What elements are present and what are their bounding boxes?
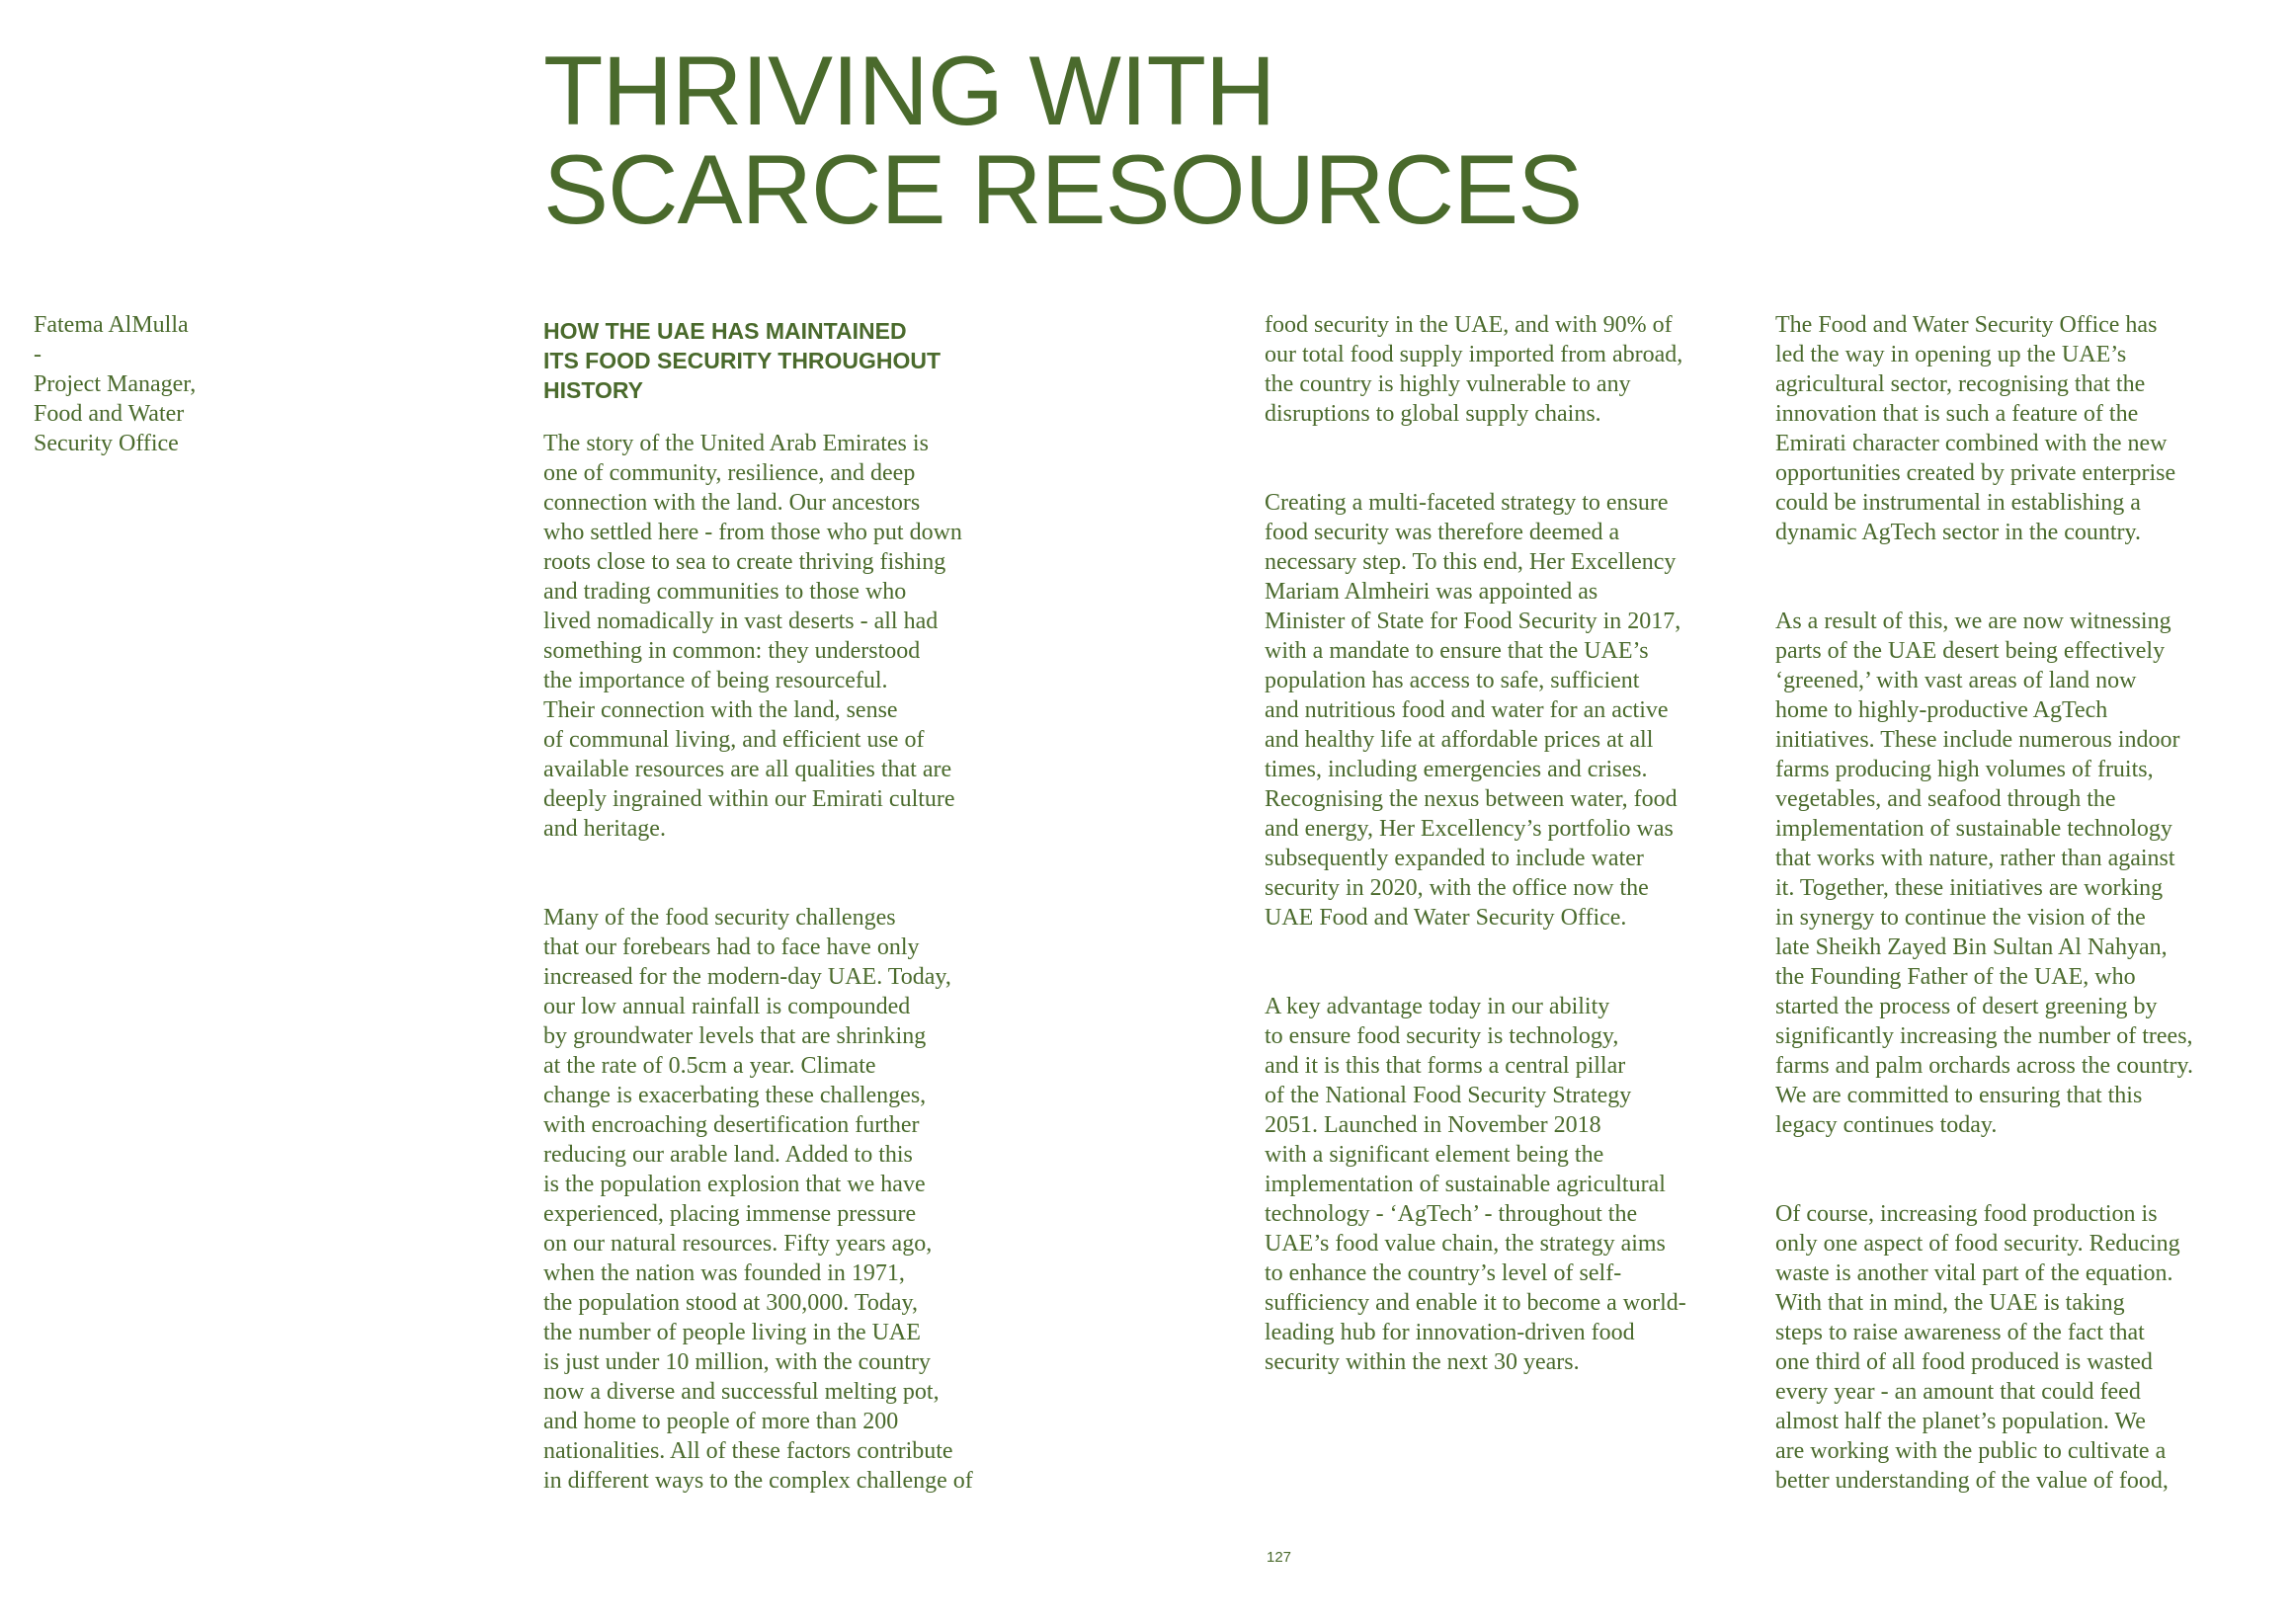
title-line-1: THRIVING WITH	[543, 36, 1275, 145]
page-number: 127	[1267, 1549, 1292, 1566]
paragraph: As a result of this, we are now witnessing parts of the UAE desert being effectively ‘greened,’ with vast areas of land now home to highly-productive AgTech initiatives. These include numerous indoor farms producing high volumes of fruits, vegetables, and seafood through the implementation of sustainable technology that works with nature, rather than against it. Together, these initiatives are working in synergy to continue the vision of the late Sheikh Zayed Bin Sultan Al Nahyan, the Founding Father of the UAE, who started the process of desert greening by significantly increasing the number of trees, farms and palm orchards across the country. We are committed to ensuring that this legacy continues today.	[1775, 609, 2193, 1138]
author-role-line-3: Security Office	[34, 431, 179, 456]
author-byline	[34, 310, 251, 458]
subheading-line-3: HISTORY	[543, 377, 643, 403]
paragraph: Of course, increasing food production is only one aspect of food security. Reducing waste is another vital part of the equation. With that in mind, the UAE is taking steps to raise awareness of the fact that one third of all food produced is wasted every year - an amount that could feed almost half the planet’s population. We are working with the public to cultivate a better understanding of the value of food,	[1775, 1201, 2180, 1494]
subheading-line-1: HOW THE UAE HAS MAINTAINED	[543, 318, 907, 344]
text-column-3	[1775, 310, 2279, 1555]
author-role-line-1: Project Manager,	[34, 371, 197, 397]
byline-separator: -	[34, 342, 41, 367]
subheading-line-2: ITS FOOD SECURITY THROUGHOUT	[543, 348, 942, 373]
text-column-2	[1265, 310, 1759, 1436]
paragraph: food security in the UAE, and with 90% of our total food supply imported from abroad, the country is highly vulnerable to any disruptions to global supply chains.	[1265, 312, 1683, 427]
section-subheading	[543, 316, 1037, 405]
title-line-2: SCARCE RESOURCES	[543, 134, 1583, 244]
paragraph: The Food and Water Security Office has led the way in opening up the UAE’s agricultural sector, recognising that the innovation that is such a feature of the Emirati character combined with the new opportunities created by private enterprise could be instrumental in establishing a dynamic AgTech sector in the country.	[1775, 312, 2176, 545]
paragraph: A key advantage today in our ability to ensure food security is technology, and it is this that forms a central pillar of the National Food Security Strategy 2051. Launched in November 2018 with a significant element being the implementation of sustainable agricultural technology - ‘AgTech’ - throughout the UAE’s food value chain, the strategy aims to enhance the country’s level of self- sufficiency and enable it to become a world- leading hub for innovation-driven food security within the next 30 years.	[1265, 994, 1686, 1375]
paragraph: Creating a multi-faceted strategy to ensure food security was therefore deemed a necessary step. To this end, Her Excellency Mariam Almheiri was appointed as Minister of State for Food Security in 2017, with a mandate to ensure that the UAE’s population has access to safe, sufficient and nutritious food and water for an active and healthy life at affordable prices at all times, including emergencies and crises. Recognising the nexus between water, food and energy, Her Excellency’s portfolio was subsequently expanded to include water security in 2020, with the office now the UAE Food and Water Security Office.	[1265, 490, 1681, 931]
author-role-line-2: Food and Water	[34, 401, 185, 427]
paragraph: Many of the food security challenges that our forebears had to face have only increased for the modern-day UAE. Today, our low annual rainfall is compounded by groundwater levels that are shrinking at the rate of 0.5cm a year. Climate change is exacerbating these challenges, with encroaching desertification further reducing our arable land. Added to this is the population explosion that we have experienced, placing immense pressure on our natural resources. Fifty years ago, when the nation was founded in 1971, the population stood at 300,000. Today, the number of people living in the UAE is just under 10 million, with the country now a diverse and successful melting pot, and home to people of more than 200 nationalities. All of these factors contribute in different ways to the complex challenge of	[543, 905, 973, 1494]
author-name: Fatema AlMulla	[34, 312, 189, 338]
page-title	[543, 36, 2223, 244]
text-column-1	[543, 310, 1037, 1555]
paragraph: The story of the United Arab Emirates is one of community, resilience, and deep connection with the land. Our ancestors who settled here - from those who put down roots close to sea to create thriving fishing and trading communities to those who lived nomadically in vast deserts - all had something in common: they understood the importance of being resourceful. Their connection with the land, sense of communal living, and efficient use of available resources are all qualities that are deeply ingrained within our Emirati culture and heritage.	[543, 431, 962, 842]
